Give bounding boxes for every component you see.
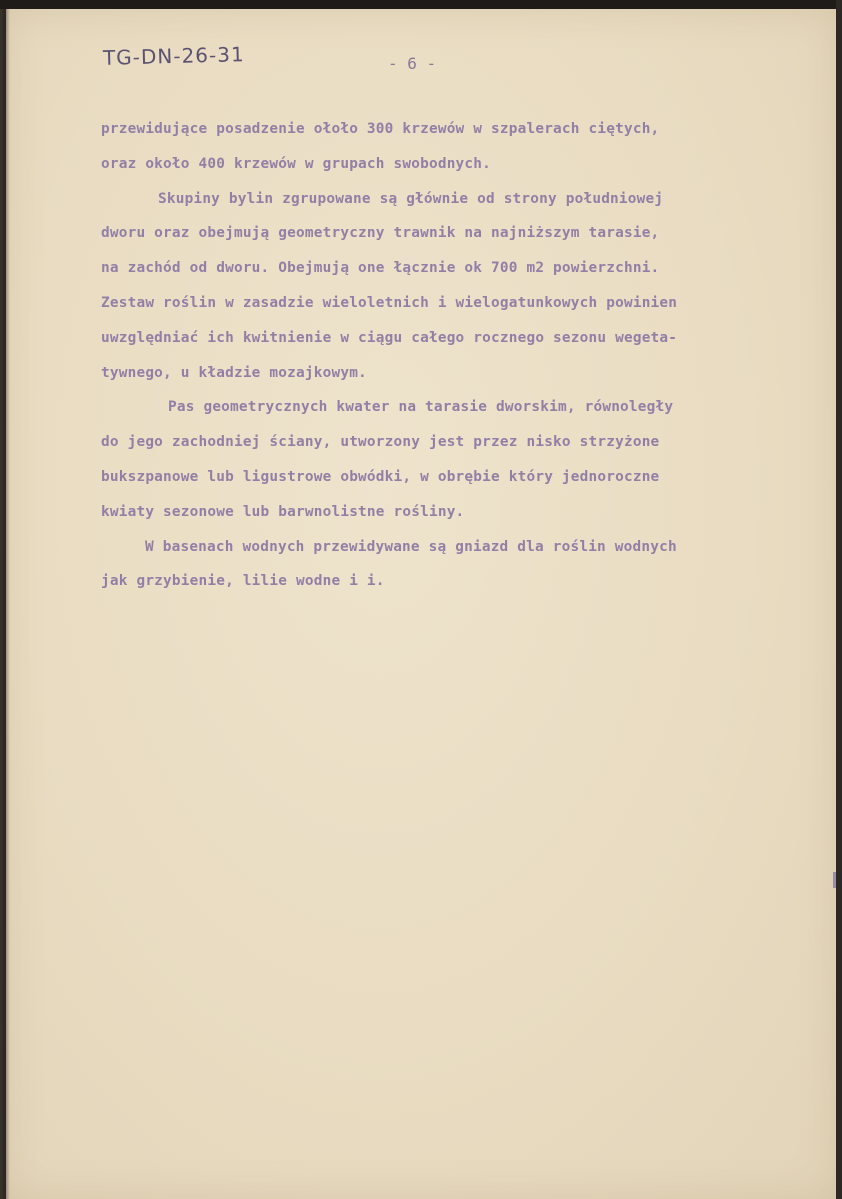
text-line: na zachód od dworu. Obejmują one łącznie ok 700 m2 powierzchni. — [101, 260, 660, 277]
text-line: Zestaw roślin w zasadzie wieloletnich i wielogatunkowych powinien — [101, 294, 678, 311]
page-left-shadow — [0, 9, 10, 1199]
text-line: tywnego, u kładzie mozajkowym. — [101, 364, 367, 381]
text-line: kwiaty sezonowe lub barwnolistne rośliny. — [101, 503, 465, 520]
margin-mark — [833, 872, 836, 888]
handwritten-reference-code: TG-DN-26-31 — [102, 42, 245, 70]
text-line: uwzględniać ich kwitnienie w ciągu całego rocznego sezonu wegeta- — [101, 329, 678, 346]
text-line: do jego zachodniej ściany, utworzony jest przez nisko strzyżone — [101, 434, 660, 451]
text-line: Skupiny bylin zgrupowane są głównie od strony południowej — [158, 190, 664, 207]
text-line: dworu oraz obejmują geometryczny trawnik na najniższym tarasie, — [101, 225, 660, 242]
text-line: W basenach wodnych przewidywane są gniazd dla roślin wodnych — [145, 538, 677, 555]
text-line: bukszpanowe lub ligustrowe obwódki, w obrębie który jednoroczne — [101, 468, 660, 485]
text-line: oraz około 400 krzewów w grupach swobodnych. — [101, 155, 492, 172]
document-body — [101, 112, 837, 599]
text-line: przewidujące posadzenie ołoło 300 krzewów w szpalerach ciętych, — [101, 121, 660, 137]
text-line: jak grzybienie, lilie wodne i i. — [101, 573, 385, 590]
text-line: Pas geometrycznych kwater na tarasie dworskim, równoległy — [168, 399, 674, 416]
page-number: - 6 - — [388, 54, 437, 73]
